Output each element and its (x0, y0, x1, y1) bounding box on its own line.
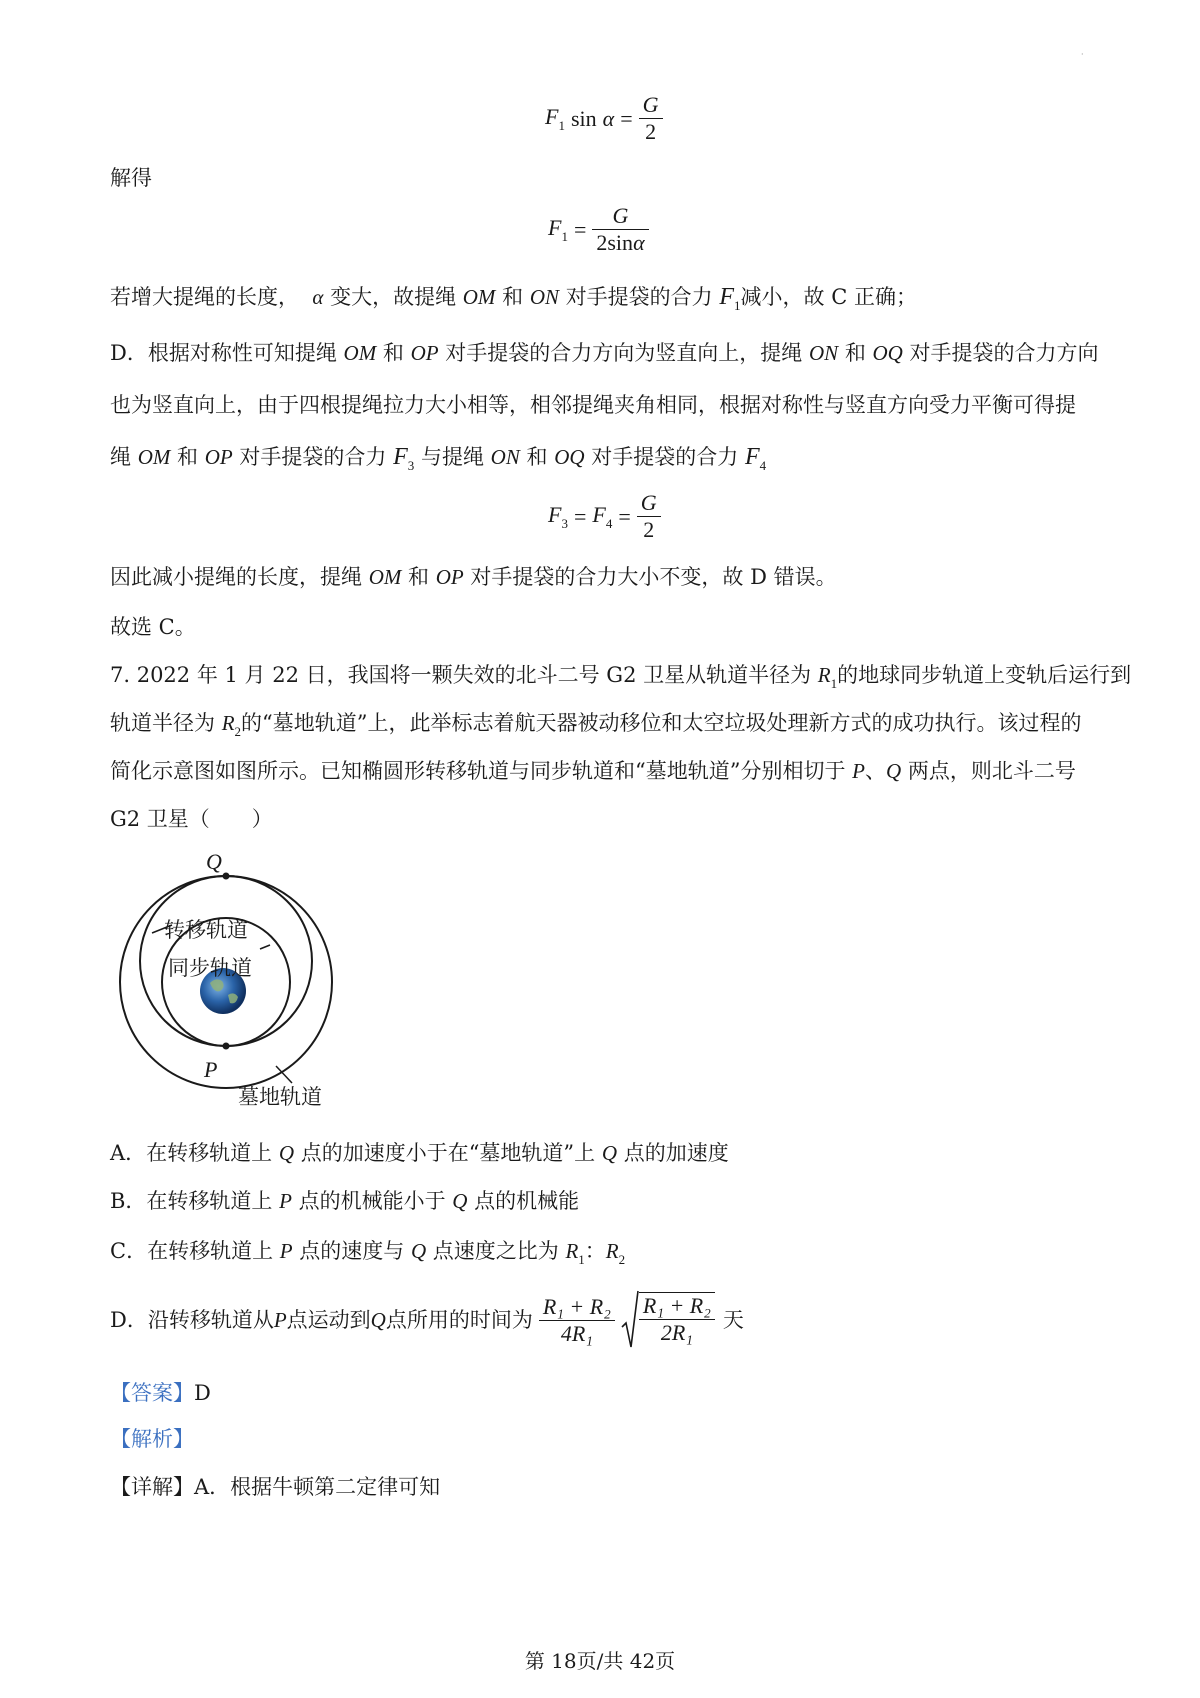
point-p-marker (223, 1043, 230, 1050)
answer-value: D (194, 1381, 211, 1405)
label-q: Q (206, 849, 222, 874)
label-sync-orbit: 同步轨道 (168, 956, 252, 980)
text-d-line3: 绳 OM 和 OP 对手提袋的合力 $F_3$ 与提绳 ON 和 OQ 对手提袋的合力 $F_4$ (110, 444, 767, 473)
question-line4: G2 卫星（ ） (110, 807, 273, 831)
label-graveyard-orbit: 墓地轨道 (238, 1085, 322, 1109)
answer-line (110, 1378, 211, 1408)
question-line2: 轨道半径为 $R_2$的“墓地轨道”上，此举标志着航天器被动移位和太空垃圾处理新方式的成功执行。该过程的 (110, 711, 1082, 739)
label-transfer-orbit: 转移轨道 (164, 918, 248, 942)
text-jiede: 解得 (110, 166, 152, 190)
option-b: B．在转移轨道上 P 点的机械能小于 Q 点的机械能 (110, 1189, 580, 1213)
equation-f3-f4: $F_3$ = $F_4$ = $\frac{G}{2}$ (548, 490, 661, 543)
page-speck: · (1081, 50, 1084, 59)
page-footer: 第 18页/共 42页 (524, 1649, 676, 1673)
label-p: P (204, 1057, 218, 1082)
option-c: C．在转移轨道上 P 点的速度与 Q 点速度之比为 $R_1$：$R_2$ (110, 1239, 626, 1267)
detail-bracket: 【详解】 (110, 1475, 194, 1499)
text-d-line2: 也为竖直向上，由于四根提绳拉力大小相等，相邻提绳夹角相同，根据对称性与竖直方向受力平衡可得提 (110, 393, 1076, 417)
text-d-line4: 因此减小提绳的长度，提绳 OM 和 OP 对手提袋的合力大小不变，故 D 错误。 (110, 565, 837, 589)
question-line1: 7. 2022 年 1 月 22 日，我国将一颗失效的北斗二号 G2 卫星从轨道半径为 $R_1$的地球同步轨道上变轨后运行到 (110, 663, 1132, 691)
text-d-line1: D．根据对称性可知提绳 OM 和 OP 对手提袋的合力方向为竖直向上，提绳 ON 和 OQ 对手提袋的合力方向 (110, 341, 1099, 365)
analysis-bracket: 【解析】 (110, 1427, 194, 1451)
option-a: A．在转移轨道上 Q 点的加速度小于在“墓地轨道”上 Q 点的加速度 (110, 1141, 729, 1165)
point-q-marker (223, 873, 230, 880)
sqrt-sign (621, 1289, 639, 1351)
detail-text: A．根据牛顿第二定律可知 (194, 1475, 441, 1499)
analysis-line (110, 1424, 194, 1454)
option-d: D．沿转移轨道从 P 点运动到 Q 点所用的时间为 $\frac{\text{R₁ + R₂}}{\text{4R₁}}$ $\frac{\text{R₁ + R₂}}{\text{2R₁}}$ 天 (110, 1288, 744, 1352)
answer-bracket: 【答案】 (110, 1381, 194, 1405)
text-choose-c: 故选 C。 (110, 615, 196, 639)
text-line-c-correct: 若增大提绳的长度， α 变大，故提绳 OM 和 ON 对手提袋的合力 $F_1$减小，故 C 正确； (110, 284, 917, 313)
equation-f1-sin-alpha: $F_1$ sin α = $\frac{G}{2}$ (545, 92, 663, 145)
equation-f1-result: $F_1$ = $\frac{G}{2\sin\alpha}$ (548, 203, 649, 256)
detail-line (110, 1472, 440, 1502)
question-line3: 简化示意图如图所示。已知椭圆形转移轨道与同步轨道和“墓地轨道”分别相切于 P、Q 两点，则北斗二号 (110, 759, 1076, 783)
orbit-diagram (110, 845, 370, 1110)
